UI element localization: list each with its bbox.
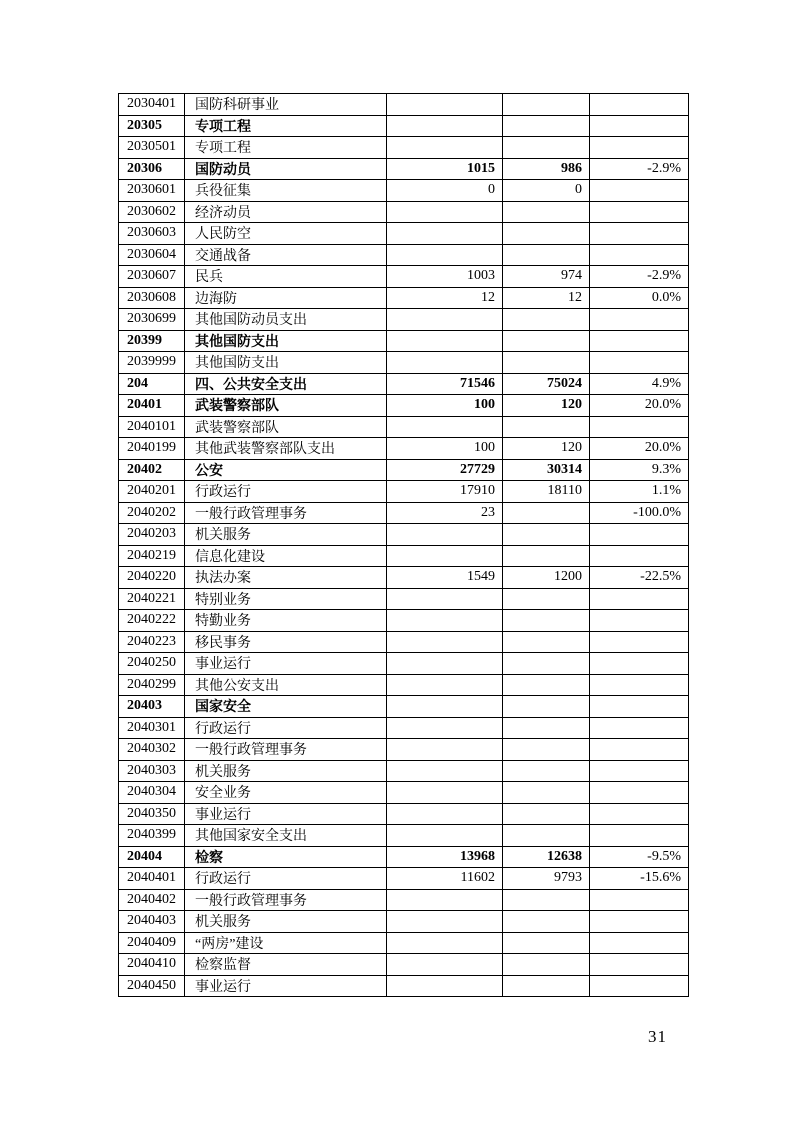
code-cell: 2040402 — [119, 889, 185, 911]
name-cell: 行政运行 — [185, 717, 387, 739]
name-cell: 其他武装警察部队支出 — [185, 438, 387, 460]
value-curr-cell — [503, 696, 590, 718]
code-cell: 20305 — [119, 115, 185, 137]
value-curr-cell — [503, 137, 590, 159]
value-prev-cell — [387, 739, 503, 761]
value-prev-cell — [387, 889, 503, 911]
value-prev-cell — [387, 631, 503, 653]
name-cell: 兵役征集 — [185, 180, 387, 202]
value-prev-cell — [387, 416, 503, 438]
value-curr-cell: 9793 — [503, 868, 590, 890]
value-curr-cell: 0 — [503, 180, 590, 202]
value-curr-cell — [503, 825, 590, 847]
value-prev-cell — [387, 309, 503, 331]
code-cell: 20402 — [119, 459, 185, 481]
value-prev-cell — [387, 932, 503, 954]
table-row — [119, 158, 689, 180]
value-prev-cell — [387, 954, 503, 976]
value-prev-cell: 13968 — [387, 846, 503, 868]
value-curr-cell — [503, 502, 590, 524]
value-prev-cell — [387, 911, 503, 933]
table-row — [119, 201, 689, 223]
table-row — [119, 567, 689, 589]
value-curr-cell: 974 — [503, 266, 590, 288]
name-cell: 其他国防支出 — [185, 330, 387, 352]
value-prev-cell — [387, 545, 503, 567]
table-row — [119, 889, 689, 911]
value-prev-cell: 0 — [387, 180, 503, 202]
table-row — [119, 416, 689, 438]
change-pct-cell: -2.9% — [590, 158, 689, 180]
change-pct-cell — [590, 696, 689, 718]
value-prev-cell — [387, 760, 503, 782]
table-row — [119, 115, 689, 137]
value-prev-cell — [387, 94, 503, 116]
value-curr-cell — [503, 545, 590, 567]
table-row — [119, 180, 689, 202]
table-row — [119, 223, 689, 245]
value-prev-cell — [387, 330, 503, 352]
change-pct-cell — [590, 889, 689, 911]
code-cell: 2040219 — [119, 545, 185, 567]
name-cell: 国防科研事业 — [185, 94, 387, 116]
change-pct-cell: -22.5% — [590, 567, 689, 589]
table-row — [119, 846, 689, 868]
table-row — [119, 782, 689, 804]
table-row — [119, 653, 689, 675]
name-cell: 移民事务 — [185, 631, 387, 653]
value-prev-cell — [387, 653, 503, 675]
change-pct-cell: 20.0% — [590, 438, 689, 460]
value-prev-cell — [387, 352, 503, 374]
value-curr-cell — [503, 631, 590, 653]
value-curr-cell: 120 — [503, 438, 590, 460]
table-row — [119, 137, 689, 159]
name-cell: 其他国防支出 — [185, 352, 387, 374]
value-prev-cell: 1003 — [387, 266, 503, 288]
value-curr-cell — [503, 954, 590, 976]
table-row — [119, 975, 689, 997]
value-prev-cell — [387, 803, 503, 825]
name-cell: 事业运行 — [185, 803, 387, 825]
value-prev-cell — [387, 223, 503, 245]
change-pct-cell — [590, 631, 689, 653]
change-pct-cell — [590, 760, 689, 782]
value-prev-cell — [387, 696, 503, 718]
change-pct-cell — [590, 416, 689, 438]
code-cell: 2039999 — [119, 352, 185, 374]
change-pct-cell: 9.3% — [590, 459, 689, 481]
code-cell: 2040399 — [119, 825, 185, 847]
value-curr-cell — [503, 610, 590, 632]
value-prev-cell — [387, 717, 503, 739]
value-prev-cell — [387, 610, 503, 632]
value-prev-cell: 1015 — [387, 158, 503, 180]
value-curr-cell: 120 — [503, 395, 590, 417]
value-curr-cell — [503, 588, 590, 610]
change-pct-cell: 1.1% — [590, 481, 689, 503]
table-row — [119, 309, 689, 331]
change-pct-cell: -9.5% — [590, 846, 689, 868]
value-curr-cell: 18110 — [503, 481, 590, 503]
table-row — [119, 932, 689, 954]
code-cell: 2030501 — [119, 137, 185, 159]
table-row — [119, 696, 689, 718]
value-prev-cell — [387, 782, 503, 804]
name-cell: 执法办案 — [185, 567, 387, 589]
code-cell: 2040304 — [119, 782, 185, 804]
table-row — [119, 266, 689, 288]
name-cell: 公安 — [185, 459, 387, 481]
value-curr-cell: 30314 — [503, 459, 590, 481]
value-curr-cell — [503, 760, 590, 782]
value-curr-cell — [503, 244, 590, 266]
budget-table — [118, 93, 689, 997]
change-pct-cell — [590, 223, 689, 245]
value-prev-cell: 1549 — [387, 567, 503, 589]
value-curr-cell — [503, 416, 590, 438]
change-pct-cell — [590, 717, 689, 739]
value-curr-cell — [503, 932, 590, 954]
value-prev-cell: 100 — [387, 438, 503, 460]
value-curr-cell: 12 — [503, 287, 590, 309]
value-prev-cell — [387, 137, 503, 159]
code-cell: 2040350 — [119, 803, 185, 825]
value-prev-cell: 17910 — [387, 481, 503, 503]
name-cell: 国家安全 — [185, 696, 387, 718]
value-curr-cell — [503, 674, 590, 696]
table-row — [119, 674, 689, 696]
value-curr-cell — [503, 911, 590, 933]
value-curr-cell — [503, 782, 590, 804]
change-pct-cell: -2.9% — [590, 266, 689, 288]
change-pct-cell: 20.0% — [590, 395, 689, 417]
name-cell: 检察 — [185, 846, 387, 868]
code-cell: 2040403 — [119, 911, 185, 933]
value-prev-cell — [387, 524, 503, 546]
name-cell: 专项工程 — [185, 137, 387, 159]
change-pct-cell — [590, 825, 689, 847]
change-pct-cell — [590, 94, 689, 116]
value-curr-cell: 986 — [503, 158, 590, 180]
code-cell: 2040199 — [119, 438, 185, 460]
code-cell: 2040301 — [119, 717, 185, 739]
change-pct-cell — [590, 932, 689, 954]
code-cell: 2040299 — [119, 674, 185, 696]
table-row — [119, 287, 689, 309]
value-curr-cell — [503, 223, 590, 245]
value-curr-cell — [503, 739, 590, 761]
code-cell: 2040302 — [119, 739, 185, 761]
code-cell: 2030603 — [119, 223, 185, 245]
name-cell: 机关服务 — [185, 760, 387, 782]
page-number: 31 — [648, 1027, 667, 1046]
table-row — [119, 502, 689, 524]
name-cell: 一般行政管理事务 — [185, 889, 387, 911]
name-cell: 四、公共安全支出 — [185, 373, 387, 395]
code-cell: 20306 — [119, 158, 185, 180]
code-cell: 2040101 — [119, 416, 185, 438]
code-cell: 2040250 — [119, 653, 185, 675]
change-pct-cell — [590, 739, 689, 761]
table-row — [119, 330, 689, 352]
budget-table-body — [119, 94, 689, 997]
change-pct-cell — [590, 201, 689, 223]
name-cell: 检察监督 — [185, 954, 387, 976]
code-cell: 2030602 — [119, 201, 185, 223]
code-cell: 2040222 — [119, 610, 185, 632]
change-pct-cell — [590, 180, 689, 202]
value-curr-cell — [503, 975, 590, 997]
value-curr-cell — [503, 653, 590, 675]
code-cell: 2040223 — [119, 631, 185, 653]
change-pct-cell — [590, 954, 689, 976]
code-cell: 20401 — [119, 395, 185, 417]
code-cell: 2030601 — [119, 180, 185, 202]
change-pct-cell — [590, 803, 689, 825]
name-cell: 机关服务 — [185, 524, 387, 546]
name-cell: 武装警察部队 — [185, 395, 387, 417]
name-cell: 机关服务 — [185, 911, 387, 933]
change-pct-cell — [590, 352, 689, 374]
code-cell: 2030607 — [119, 266, 185, 288]
change-pct-cell — [590, 309, 689, 331]
name-cell: 经济动员 — [185, 201, 387, 223]
table-row — [119, 438, 689, 460]
table-row — [119, 352, 689, 374]
table-row — [119, 244, 689, 266]
value-curr-cell — [503, 94, 590, 116]
code-cell: 2040202 — [119, 502, 185, 524]
value-prev-cell — [387, 201, 503, 223]
value-curr-cell — [503, 889, 590, 911]
code-cell: 2040303 — [119, 760, 185, 782]
value-curr-cell — [503, 330, 590, 352]
value-prev-cell — [387, 825, 503, 847]
table-row — [119, 631, 689, 653]
value-curr-cell: 1200 — [503, 567, 590, 589]
name-cell: 其他国家安全支出 — [185, 825, 387, 847]
value-prev-cell — [387, 588, 503, 610]
table-row — [119, 373, 689, 395]
name-cell: 特别业务 — [185, 588, 387, 610]
code-cell: 2040401 — [119, 868, 185, 890]
name-cell: 交通战备 — [185, 244, 387, 266]
value-prev-cell — [387, 975, 503, 997]
change-pct-cell — [590, 610, 689, 632]
code-cell: 20404 — [119, 846, 185, 868]
code-cell: 2030401 — [119, 94, 185, 116]
value-curr-cell: 75024 — [503, 373, 590, 395]
table-row — [119, 610, 689, 632]
name-cell: 行政运行 — [185, 481, 387, 503]
name-cell: 武装警察部队 — [185, 416, 387, 438]
table-row — [119, 481, 689, 503]
change-pct-cell — [590, 137, 689, 159]
change-pct-cell — [590, 782, 689, 804]
change-pct-cell: 4.9% — [590, 373, 689, 395]
value-prev-cell: 11602 — [387, 868, 503, 890]
code-cell: 20399 — [119, 330, 185, 352]
code-cell: 2030699 — [119, 309, 185, 331]
change-pct-cell — [590, 588, 689, 610]
table-row — [119, 717, 689, 739]
value-curr-cell — [503, 115, 590, 137]
table-row — [119, 803, 689, 825]
name-cell: 安全业务 — [185, 782, 387, 804]
table-row — [119, 545, 689, 567]
change-pct-cell — [590, 674, 689, 696]
value-curr-cell — [503, 524, 590, 546]
name-cell: 事业运行 — [185, 653, 387, 675]
value-prev-cell — [387, 244, 503, 266]
change-pct-cell — [590, 653, 689, 675]
code-cell: 2040409 — [119, 932, 185, 954]
value-curr-cell — [503, 201, 590, 223]
table-row — [119, 868, 689, 890]
value-curr-cell: 12638 — [503, 846, 590, 868]
code-cell: 2040201 — [119, 481, 185, 503]
value-prev-cell: 27729 — [387, 459, 503, 481]
name-cell: 其他公安支出 — [185, 674, 387, 696]
change-pct-cell — [590, 524, 689, 546]
change-pct-cell: -100.0% — [590, 502, 689, 524]
code-cell: 2040221 — [119, 588, 185, 610]
table-row — [119, 911, 689, 933]
change-pct-cell — [590, 975, 689, 997]
value-prev-cell: 100 — [387, 395, 503, 417]
table-row — [119, 524, 689, 546]
name-cell: 特勤业务 — [185, 610, 387, 632]
table-row — [119, 760, 689, 782]
name-cell: 民兵 — [185, 266, 387, 288]
table-row — [119, 825, 689, 847]
name-cell: 一般行政管理事务 — [185, 502, 387, 524]
table-row — [119, 588, 689, 610]
change-pct-cell: 0.0% — [590, 287, 689, 309]
code-cell: 2040410 — [119, 954, 185, 976]
table-row — [119, 739, 689, 761]
code-cell: 2030608 — [119, 287, 185, 309]
value-curr-cell — [503, 352, 590, 374]
change-pct-cell — [590, 330, 689, 352]
value-curr-cell — [503, 803, 590, 825]
value-curr-cell — [503, 717, 590, 739]
change-pct-cell: -15.6% — [590, 868, 689, 890]
value-prev-cell — [387, 674, 503, 696]
code-cell: 2040450 — [119, 975, 185, 997]
change-pct-cell — [590, 244, 689, 266]
code-cell: 2040203 — [119, 524, 185, 546]
change-pct-cell — [590, 545, 689, 567]
name-cell: 信息化建设 — [185, 545, 387, 567]
code-cell: 204 — [119, 373, 185, 395]
name-cell: 其他国防动员支出 — [185, 309, 387, 331]
name-cell: 边海防 — [185, 287, 387, 309]
table-row — [119, 954, 689, 976]
name-cell: 行政运行 — [185, 868, 387, 890]
code-cell: 20403 — [119, 696, 185, 718]
change-pct-cell — [590, 115, 689, 137]
table-row — [119, 94, 689, 116]
name-cell: 人民防空 — [185, 223, 387, 245]
value-prev-cell: 71546 — [387, 373, 503, 395]
code-cell: 2030604 — [119, 244, 185, 266]
name-cell: “两房”建设 — [185, 932, 387, 954]
value-curr-cell — [503, 309, 590, 331]
code-cell: 2040220 — [119, 567, 185, 589]
name-cell: 一般行政管理事务 — [185, 739, 387, 761]
name-cell: 专项工程 — [185, 115, 387, 137]
name-cell: 国防动员 — [185, 158, 387, 180]
change-pct-cell — [590, 911, 689, 933]
value-prev-cell: 12 — [387, 287, 503, 309]
table-row — [119, 459, 689, 481]
value-prev-cell: 23 — [387, 502, 503, 524]
name-cell: 事业运行 — [185, 975, 387, 997]
value-prev-cell — [387, 115, 503, 137]
table-row — [119, 395, 689, 417]
